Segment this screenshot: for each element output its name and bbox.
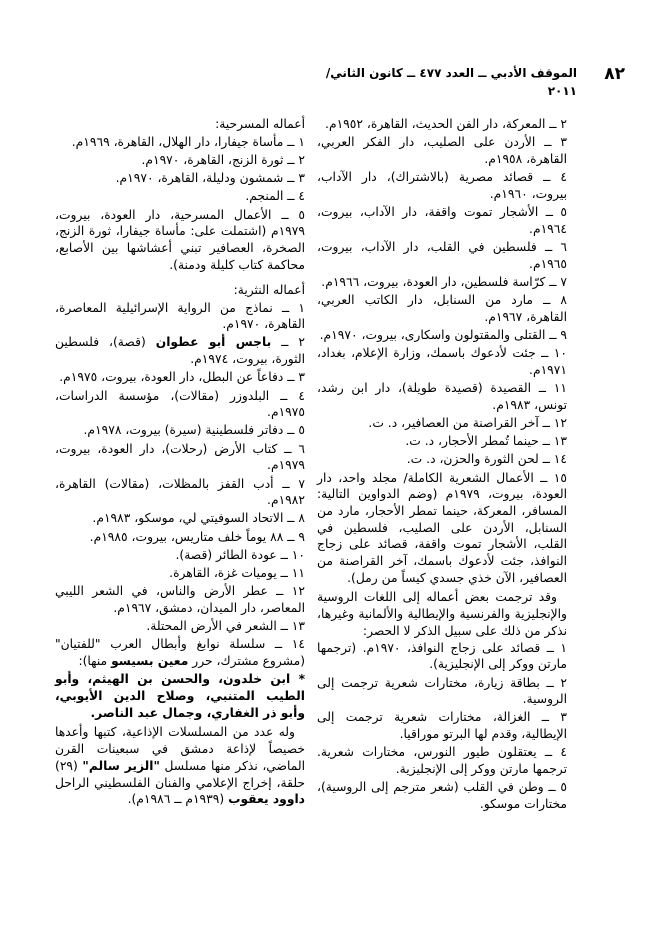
translation-item: ١ ــ قصائد على زجاج النوافذ، ١٩٧٠م. (ترجمها مارتن ووكر إلى الإنجليزية).	[317, 640, 568, 672]
section-gap	[55, 275, 305, 282]
list-item: ٧ ــ كرّاسة فلسطين، دار العودة، بيروت، ١٩٦٦م.	[321, 274, 567, 289]
theatre-item: ٥ ــ الأعمال المسرحية، دار العودة، بيروت، ١٩٧٩م (اشتملت على: مأساة جيفارا، ثورة الزنج، الصخرة، العصافير تبني أعشاشها بين الأصابع، محاكمة كتاب كليلة ودمنة).	[55, 207, 305, 272]
radio-text: وله عدد من المسلسلات الإذاعية، كتبها وأعدها خصيصاً لإذاعة دمشق في سبعينات القرن الماضي، نذكر منها مسلسل	[55, 725, 305, 773]
radio-paragraph	[55, 724, 305, 808]
list-item: ٢ ــ المعركة، دار الفن الحديث، القاهرة، ١٩٥٢م.	[325, 117, 567, 131]
translation-item: ٢ ــ بطاقة زيارة، مختارات شعرية ترجمت إلى الروسية.	[317, 675, 567, 707]
theatre-item: ١ ــ مأساة جيفارا، دار الهلال، القاهرة، ١٩٦٩م.	[71, 134, 305, 149]
theatre-item: ٣ ــ شمشون ودليلة، القاهرة، ١٩٧٠م.	[115, 171, 305, 186]
left-column	[55, 116, 305, 808]
prose-heading: أعماله النثرية:	[233, 282, 305, 297]
list-item: ١١ ــ القصيدة (قصيدة طويلة)، دار ابن رشد، تونس، ١٩٨٣م.	[317, 381, 567, 412]
prose-item: ٧ ــ أدب القفز بالمظلات، (مقالات) القاهرة، ١٩٨٢م.	[55, 476, 305, 508]
theatre-item: ٤ ــ المنجم.	[245, 189, 305, 204]
translations-intro: وقد ترجمت بعض أعماله إلى اللغات الروسية والإنجليزية والفرنسية والإيطالية والألمانية وغيرها، نذكر من ذلك على سبيل الذكر لا الحصر:	[317, 590, 567, 638]
series-text: ١٤ ــ سلسلة نوابغ وأبطال العرب "للفتيان" (مشروع مشترك، حرر	[55, 637, 305, 669]
translation-item: ٥ ــ وطن في القلب (شعر مترجم إلى الروسية)، مختارات موسكو.	[317, 780, 567, 811]
list-item: ١٤ ــ لحن الثورة والحزن، د. ت.	[406, 452, 567, 467]
right-column	[317, 116, 567, 814]
prose-item: ٩ ــ ٨٨ يوماً خلف متاريس، بيروت، ١٩٨٥م.	[89, 529, 305, 544]
list-item: ٥ ــ الأشجار تموت واقفة، دار الآداب، بيروت، ١٩٦٤م.	[317, 205, 567, 236]
page-number: ٨٢	[604, 64, 625, 84]
list-item: ٤ ــ قصائد مصرية (بالاشتراك)، دار الآداب، بيروت، ١٩٦٠م.	[317, 170, 567, 201]
list-item: ١٥ ــ الأعمال الشعرية الكاملة/ مجلد واحد، دار العودة، بيروت، ١٩٧٩م (وضم الدواوين التالية: المسافر، المعركة، حينما تمطر الأحجار، مارد من السنابل، الأردن على الصليب، فلسطين في القلب، الأشجار تموت واقفة، قصائد على زجاج النوافذ، جئت لأدعوك باسمك، آخر القراصنة من العصافير، الآن خذي جسدي كيساً من رمل).	[317, 470, 567, 585]
theatre-item: ٢ ــ ثورة الزنج، القاهرة، ١٩٧٠م.	[141, 152, 305, 167]
prose-item: ١٢ ــ عطر الأرض والناس، في الشعر الليبي المعاصر، دار الميدان، دمشق، ١٩٦٧م.	[55, 584, 305, 615]
radio-director: داوود يعقوب	[228, 792, 305, 807]
prose-item-number: ٢ ــ	[281, 335, 305, 350]
prose-item: ١١ ــ يوميات غزة، القاهرة.	[169, 566, 305, 581]
list-item: ٦ ــ فلسطين في القلب، دار الآداب، بيروت، ١٩٦٥م.	[317, 239, 567, 271]
list-item: ١٢ ــ آخر القراصنة من العصافير، د. ت.	[368, 415, 567, 430]
list-item: ١٣ ــ حينما تُمطر الأحجار، د. ت.	[405, 434, 567, 449]
list-item: ١٠ ــ جئت لأدعوك باسمك، وزارة الإعلام، بغداد، ١٩٧١م.	[317, 346, 567, 377]
prose-item: ٤ ــ البلدوزر (مقالات)، مؤسسة الدراسات، ١٩٧٥م.	[55, 388, 305, 420]
radio-episodes: (٢٩) حلقة، إخراج الإعلامي والفنان الفلسطيني الراحل	[55, 758, 305, 790]
list-item: ٩ ــ القتلى والمقتولون واسكارى، بيروت، ١٩٧٠م.	[319, 327, 567, 342]
prose-item: ١ ــ نماذج من الرواية الإسرائيلية المعاصرة، القاهرة، ١٩٧٠م.	[55, 300, 305, 332]
series-editor: معين بسيسو	[111, 654, 189, 669]
list-item: ٣ ــ الأردن على الصليب، دار الفكر العربي، القاهرة، ١٩٥٨م.	[317, 135, 567, 166]
page-header	[60, 62, 625, 102]
prose-item-bajes	[55, 334, 305, 367]
prose-item: ٦ ــ كتاب الأرض (رحلات)، دار العودة، بيروت، ١٩٧٩م.	[55, 441, 305, 473]
journal-year-line: ٢٠١١	[547, 84, 577, 98]
prose-item-details: (قصة)، فلسطين الثورة، بيروت، ١٩٧٤م.	[55, 335, 305, 367]
prose-item: ١٠ ــ عودة الطائر (قصة).	[175, 547, 305, 562]
prose-item: ٨ ــ الاتحاد السوفيتي لي، موسكو، ١٩٨٣م.	[92, 511, 305, 526]
theatre-heading: أعماله المسرحية:	[215, 117, 305, 131]
radio-years: (١٩٣٩م ــ ١٩٨٦م).	[127, 792, 225, 807]
prose-item: ٥ ــ دفاتر فلسطينية (سيرة) بيروت، ١٩٧٨م.	[83, 423, 305, 438]
translation-item: ٣ ــ الغزالة، مختارات شعرية ترجمت إلى الإيطالية، وقدم لها البرتو موراقيا.	[317, 710, 567, 742]
prose-item-title: باجس أبو عطوان	[155, 335, 272, 350]
translation-item: ٤ ــ يعتقلون طيور النورس، مختارات شعرية. ترجمها مارتن ووكر إلى الإنجليزية.	[317, 745, 567, 777]
prose-item-series	[55, 636, 305, 669]
series-tail: منها):	[78, 654, 108, 669]
list-item: ٨ ــ مارد من السنابل، دار الكاتب العربي، القاهرة، ١٩٦٧م.	[317, 293, 567, 324]
radio-series-title: "الزير سالم"	[82, 758, 160, 773]
journal-issue-line: الموقف الأدبي ــ العدد ٤٧٧ ــ كانون الثاني/	[325, 66, 577, 80]
series-names: * ابن خلدون، والحسن بن الهيثم، وأبو الطيب المتنبي، وصلاح الدين الأيوبي، وأبو ذر الغفاري، وجمال عبد الناصر.	[55, 672, 305, 720]
prose-item: ١٣ ــ الشعر في الأرض المحتلة.	[146, 619, 305, 634]
prose-item: ٣ ــ دفاعاً عن البطل، دار العودة، بيروت، ١٩٧٥م.	[59, 370, 305, 385]
